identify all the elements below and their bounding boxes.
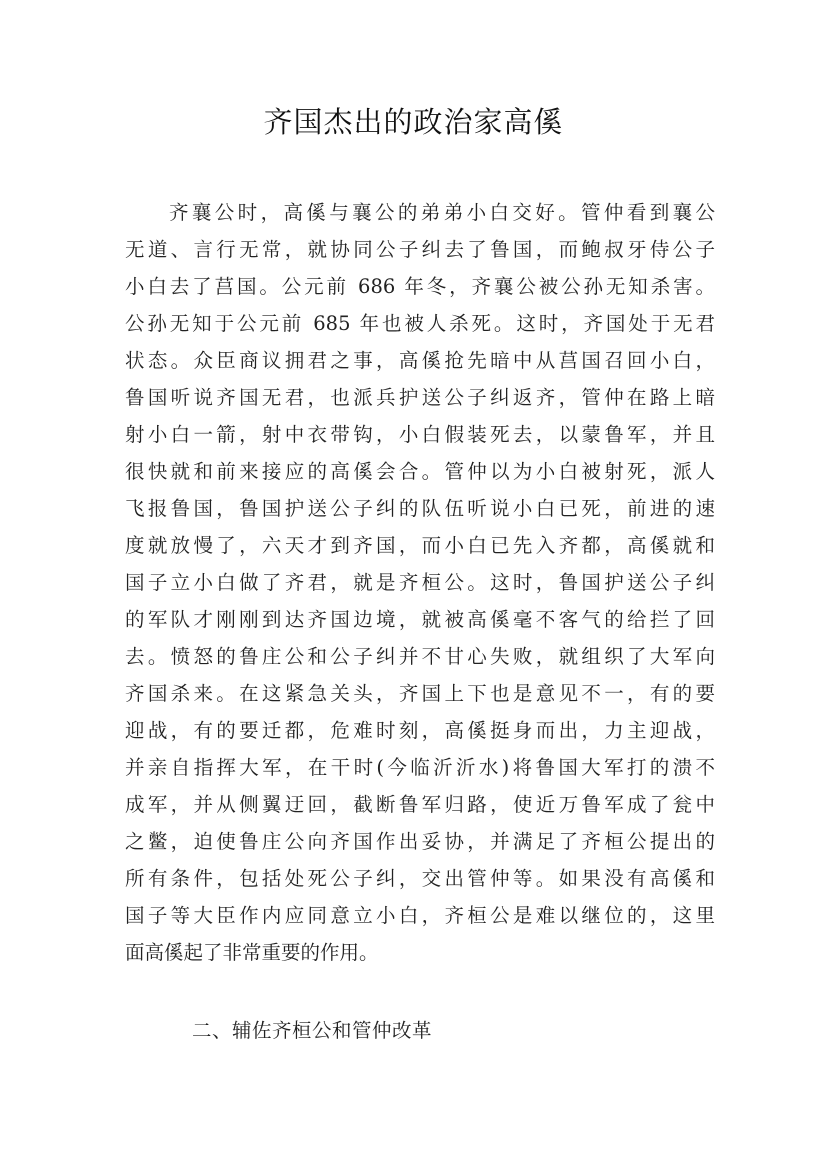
paragraph-line: 成军，并从侧翼迂回，截断鲁军归路，使近万鲁军成了瓮中 (125, 793, 715, 816)
paragraph-line: 很快就和前来接应的高傒会合。管仲以为小白被射死，派人 (125, 460, 715, 483)
paragraph-line: 面高傒起了非常重要的作用。 (125, 941, 379, 964)
paragraph-line: 并亲自指挥大军，在干时(今临沂沂水)将鲁国大军打的溃不 (125, 756, 715, 779)
paragraph-line: 射小白一箭，射中衣带钩，小白假装死去，以蒙鲁军，并且 (125, 423, 715, 446)
paragraph-line: 国子等大臣作内应同意立小白，齐桓公是难以继位的，这里 (125, 904, 715, 927)
paragraph-line: 所有条件，包括处死公子纠，交出管仲等。如果没有高傒和 (125, 867, 715, 890)
document-title: 齐国杰出的政治家高傒 (263, 105, 564, 139)
paragraph-line: 无道、言行无常，就协同公子纠去了鲁国，而鲍叔牙侍公子 (125, 238, 715, 261)
paragraph-line: 国子立小白做了齐君，就是齐桓公。这时，鲁国护送公子纠 (125, 571, 715, 594)
paragraph-line: 齐国杀来。在这紧急关头，齐国上下也是意见不一，有的要 (125, 682, 715, 705)
section-heading: 二、辅佐齐桓公和管仲改革 (192, 1019, 433, 1042)
paragraph-line: 迎战，有的要迁都，危难时刻，高傒挺身而出，力主迎战， (125, 719, 715, 742)
paragraph-line: 状态。众臣商议拥君之事，高傒抢先暗中从莒国召回小白， (125, 349, 715, 372)
paragraph-line: 的军队才刚刚到达齐国边境，就被高傒毫不客气的给拦了回 (125, 608, 715, 631)
paragraph-line: 之鳖，迫使鲁庄公向齐国作出妥协，并满足了齐桓公提出的 (125, 830, 715, 853)
paragraph-line: 去。愤怒的鲁庄公和公子纠并不甘心失败，就组织了大军向 (125, 645, 715, 668)
body-paragraph (125, 194, 715, 971)
paragraph-line: 飞报鲁国，鲁国护送公子纠的队伍听说小白已死，前进的速 (125, 497, 715, 520)
paragraph-line: 小白去了莒国。公元前 686 年冬，齐襄公被公孙无知杀害。 (125, 275, 715, 298)
paragraph-line: 公孙无知于公元前 685 年也被人杀死。这时，齐国处于无君 (125, 312, 715, 335)
paragraph-line: 度就放慢了，六天才到齐国，而小白已先入齐都，高傒就和 (125, 534, 715, 557)
paragraph-line: 齐襄公时，高傒与襄公的弟弟小白交好。管仲看到襄公 (169, 201, 715, 224)
paragraph-line: 鲁国听说齐国无君，也派兵护送公子纠返齐，管仲在路上暗 (125, 386, 715, 409)
